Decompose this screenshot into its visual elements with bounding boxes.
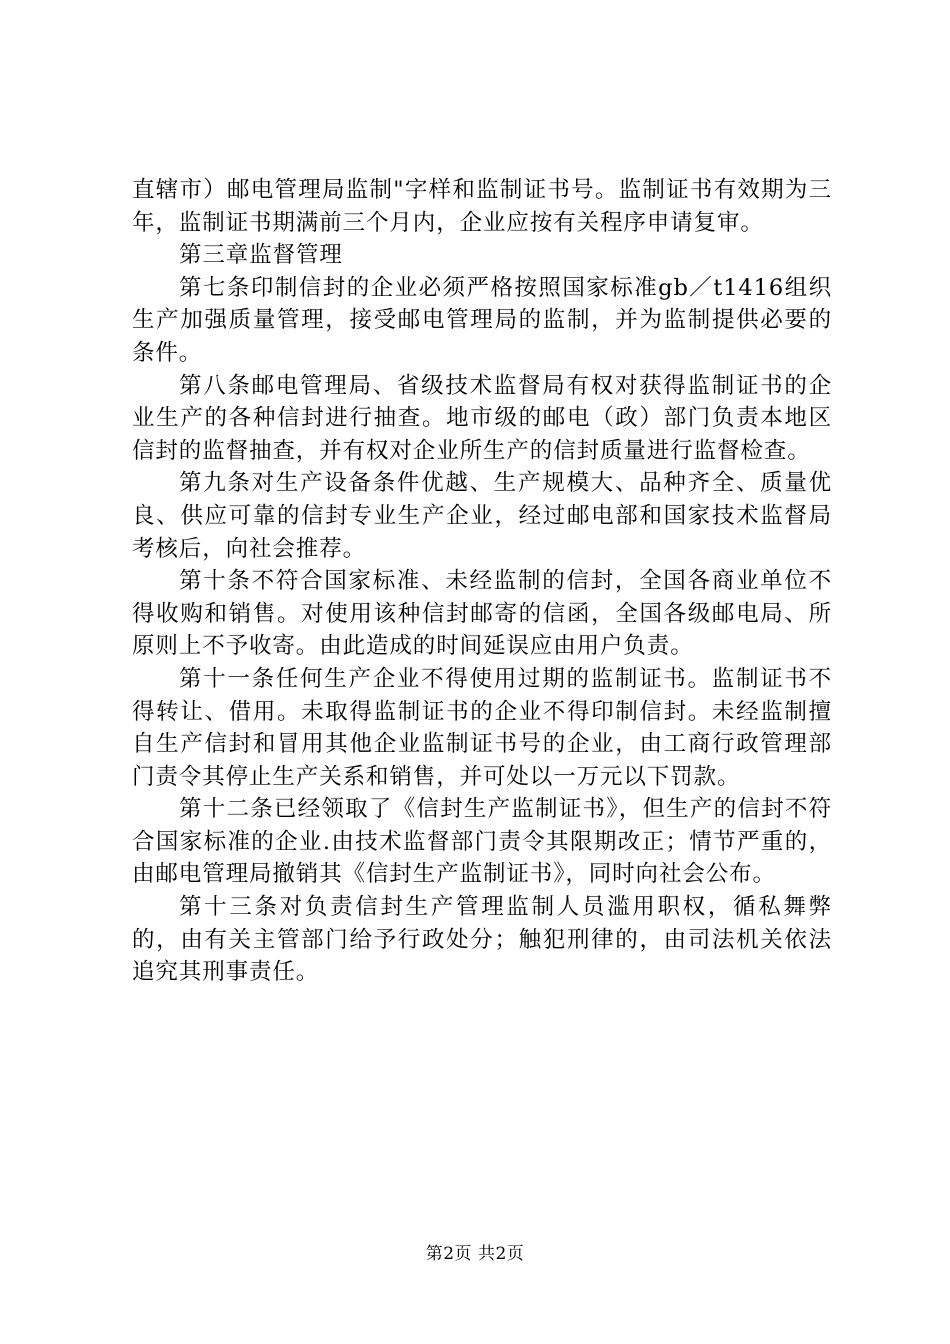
chapter-heading: 第三章监督管理 — [179, 242, 343, 269]
article-10: 第十条不符合国家标准、未经监制的信封，全国各商业单位不得收购和销售。对使用该种信封邮寄的信函，全国各级邮电局、所原则上不予收寄。由此造成的时间延误应由用户负责。 — [132, 568, 832, 660]
page-footer — [0, 1243, 950, 1265]
page-number: 第2页 共2页 — [425, 1244, 525, 1264]
paragraph-continuation: 直辖市）邮电管理局监制"字样和监制证书号。监制证书有效期为三年，监制证书期满前三个月内，企业应按有关程序申请复审。 — [132, 177, 832, 236]
article-13: 第十三条对负责信封生产管理监制人员滥用职权，循私舞弊的，由有关主管部门给予行政处分；触犯刑律的，由司法机关依法追究其刑事责任。 — [132, 894, 832, 986]
document-body — [132, 174, 832, 989]
article-9: 第九条对生产设备条件优越、生产规模大、品种齐全、质量优良、供应可靠的信封专业生产企业，经过邮电部和国家技术监督局考核后，向社会推荐。 — [132, 470, 832, 562]
article-12: 第十二条已经领取了《信封生产监制证书》，但生产的信封不符合国家标准的企业.由技术监督部门责令其限期改正；情节严重的，由邮电管理局撤销其《信封生产监制证书》，同时向社会公布。 — [132, 796, 832, 888]
article-7: 第七条印制信封的企业必须严格按照国家标准gb／t1416组织生产加强质量管理，接受邮电管理局的监制，并为监制提供必要的条件。 — [132, 274, 832, 366]
article-8: 第八条邮电管理局、省级技术监督局有权对获得监制证书的企业生产的各种信封进行抽查。地市级的邮电（政）部门负责本地区信封的监督抽查，并有权对企业所生产的信封质量进行监督检查。 — [132, 372, 832, 464]
article-11: 第十一条任何生产企业不得使用过期的监制证书。监制证书不得转让、借用。未取得监制证书的企业不得印制信封。未经监制擅自生产信封和冒用其他企业监制证书号的企业，由工商行政管理部门责令其停止生产关系和销售，并可处以一万元以下罚款。 — [132, 665, 832, 790]
